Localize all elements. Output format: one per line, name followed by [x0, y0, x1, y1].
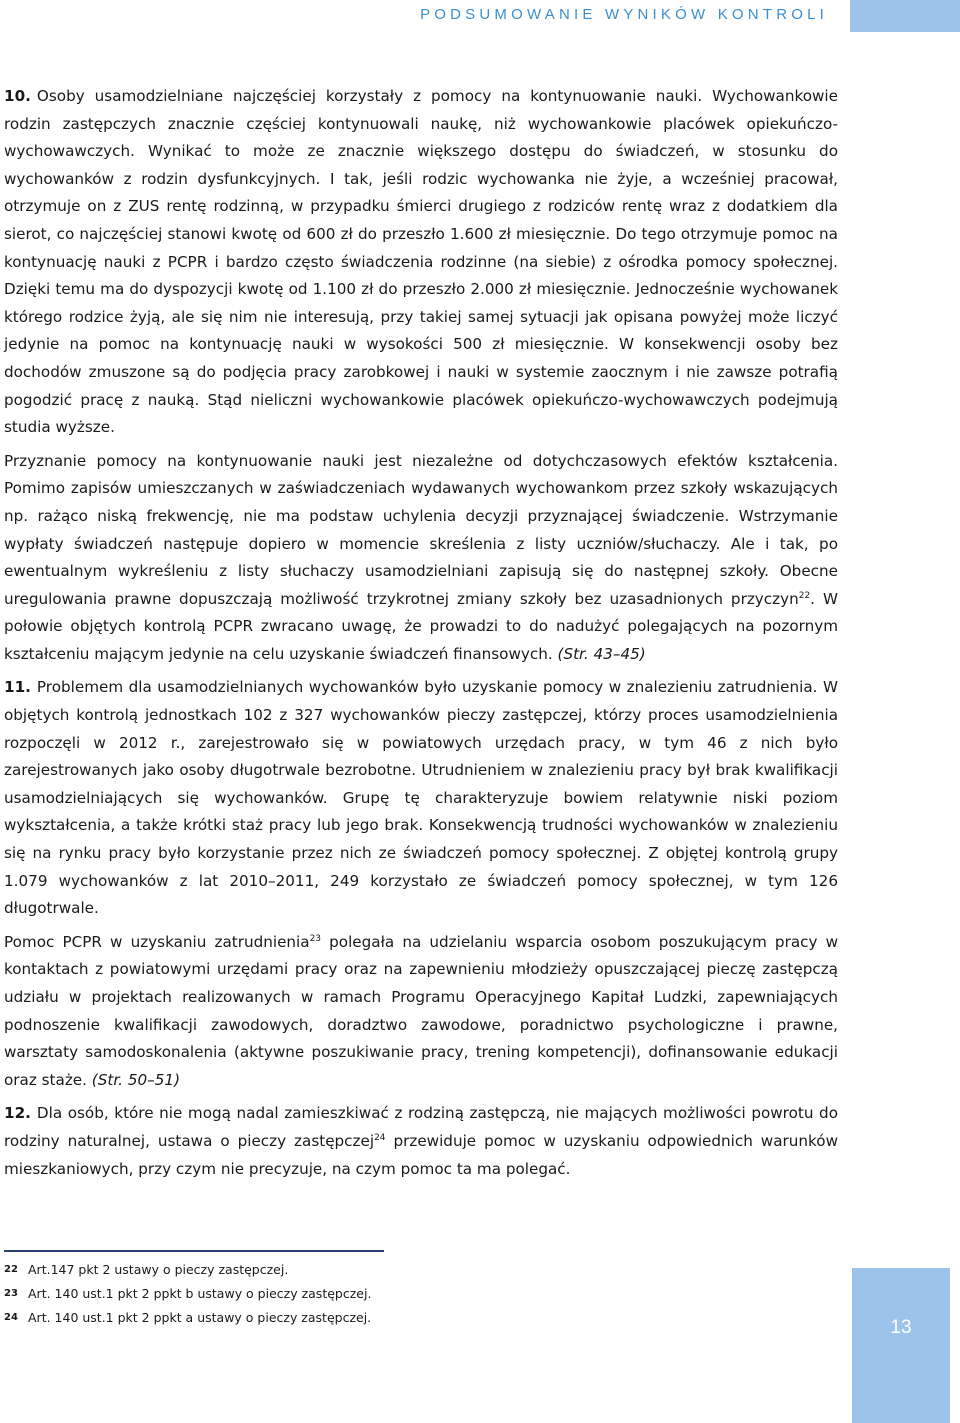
section-number-12: 12.: [4, 1104, 31, 1123]
running-header: PODSUMOWANIE WYNIKÓW KONTROLI: [420, 6, 828, 23]
text: przewiduje pomoc w uzyskaniu odpowiednich warunków mieszkaniowych, przy czym nie precyzuje, na czym pomoc ta ma polegać.: [4, 1131, 838, 1178]
footnote-22: [4, 1258, 604, 1282]
text: polegała na udzielaniu wsparcia osobom poszukującym pracy w kontaktach z powiatowymi urzędami pracy oraz na zapewnieniu młodzieży opuszczającej pieczę zastępczą udziału w projektach realizowanych w ramach Programu Operacyjnego Kapitał Ludzki, zapewniających podnoszenie kwalifikacji zawodowych, doradztwo zawodowe, poradnictwo psychologiczne i prawne, warsztaty samodoskonalenia (aktywne poszukiwanie pracy, trening kompetencji), dofinansowanie edukacji oraz staże.: [4, 932, 838, 1089]
footnote-ref-22[interactable]: 22: [798, 590, 811, 601]
footnote-number: 24: [4, 1312, 18, 1323]
page-number-tab: [852, 1268, 950, 1423]
page-reference: (Str. 50–51): [91, 1070, 180, 1089]
footnote-ref-23[interactable]: 23: [309, 933, 322, 944]
paragraph-11-2: [4, 929, 838, 1095]
footnote-number: 22: [4, 1264, 18, 1275]
footnote-text: Art. 140 ust.1 pkt 2 ppkt b ustawy o pieczy zastępczej.: [28, 1286, 372, 1301]
text: Dla osób, które nie mogą nadal zamieszkiwać z rodziną zastępczą, nie mających możliwości powrotu do rodziny naturalnej, ustawa o pieczy zastępczej: [4, 1104, 838, 1150]
page-number: 13: [890, 1317, 912, 1338]
footnote-divider: [4, 1250, 384, 1252]
footnotes: [4, 1258, 604, 1330]
section-number-10: 10.: [4, 87, 31, 105]
main-content: [4, 83, 838, 1189]
footnote-23: [4, 1282, 604, 1306]
paragraph-11-1: [4, 674, 838, 922]
footnote-number: 23: [4, 1288, 18, 1299]
paragraph-12-1: [4, 1100, 838, 1183]
text: Przyznanie pomocy na kontynuowanie nauki jest niezależne od dotychczasowych efektów kształcenia. Pomimo zapisów umieszczanych w zaświadczeniach wydawanych wychowankom przez szkoły wskazujących np. rażąco niską frekwencję, nie ma podstaw uchylenia decyzji przyznającej świadczenie. Wstrzymanie wypłaty świadczeń następuje dopiero w momencie skreślenia z listy uczniów/słuchaczy. Ale i tak, po ewentualnym wykreśleniu z listy słuchaczy usamodzielniani zapisują się do następnej szkoły. Obecne uregulowania prawne dopuszczają możliwość trzykrotnej zmiany szkoły bez uzasadnionych przyczyn: [4, 451, 838, 608]
text: Pomoc PCPR w uzyskaniu zatrudnienia: [4, 932, 310, 951]
text: Osoby usamodzielniane najczęściej korzystały z pomocy na kontynuowanie nauki. Wychowankowie rodzin zastępczych znacznie częściej kontynuowali naukę, niż wychowankowie placówek opiekuńczo-wychowawczych. Wynikać to może ze znacznie większego dostępu do świadczeń, w stosunku do wychowanków z rodzin dysfunkcyjnych. I tak, jeśli rodzic wychowanka nie żyje, a wcześniej pracował, otrzymuje on z ZUS rentę rodzinną, w przypadku śmierci drugiego z rodziców rentę wraz z dodatkiem dla sierot, co najczęściej stanowi kwotę od 600 zł do przeszło 1.600 zł miesięcznie. Do tego otrzymuje pomoc na kontynuację nauki z PCPR i bardzo często świadczenia rodzinne (na siebie) z ośrodka pomocy społecznej. Dzięki temu ma do dyspozycji kwotę od 1.100 zł do przeszło 2.000 zł miesięcznie. Jednocześnie wychowanek którego rodzice żyją, ale się nim nie interesują, przy takiej samej sytuacji jak opisana powyżej może liczyć jedynie na pomoc na kontynuację nauki w wysokości 500 zł miesięcznie. W konsekwencji osoby bez dochodów zmuszone są do podjęcia pracy zarobkowej i nauki w systemie zaocznym i nie zawsze potrafią pogodzić pracę z nauką. Stąd nieliczni wychowankowie placówek opiekuńczo-wychowawczych podejmują studia wyższe.: [4, 87, 838, 437]
header-tab: [850, 0, 960, 32]
footnote-text: Art.147 pkt 2 ustawy o pieczy zastępczej.: [28, 1262, 289, 1277]
page-reference: (Str. 43–45): [557, 644, 646, 663]
footnote-24: [4, 1306, 604, 1330]
footnote-text: Art. 140 ust.1 pkt 2 ppkt a ustawy o pieczy zastępczej.: [28, 1310, 372, 1325]
section-number-11: 11.: [4, 678, 31, 697]
paragraph-10-1: [4, 83, 838, 442]
paragraph-10-2: [4, 448, 838, 669]
text: Problemem dla usamodzielnianych wychowanków było uzyskanie pomocy w znalezieniu zatrudnienia. W objętych kontrolą jednostkach 102 z 327 wychowanków pieczy zastępczej, którzy proces usamodzielnienia rozpoczęli w 2012 r., zarejestrowało się w powiatowych urzędach pracy, w tym 46 z nich było zarejestrowanych jako osoby długotrwale bezrobotne. Utrudnieniem w znalezieniu pracy był brak kwalifikacji usamodzielniających się wychowanków. Grupę tę charakteryzuje bowiem relatywnie niski poziom wykształcenia, a także krótki staż pracy lub jego brak. Konsekwencją trudności wychowanków w znalezieniu się na rynku pracy było korzystanie przez nich ze świadczeń pomocy społecznej. Z objętej kontrolą grupy 1.079 wychowanków z lat 2010–2011, 249 korzystało ze świadczeń pomocy społecznej, w tym 126 długotrwale.: [4, 678, 838, 918]
footnote-ref-24[interactable]: 24: [374, 1132, 386, 1143]
text: . W połowie objętych kontrolą PCPR zwracano uwagę, że prowadzi to do nadużyć polegających na pozornym kształceniu mającym jedynie na celu uzyskanie świadczeń finansowych.: [4, 589, 838, 663]
